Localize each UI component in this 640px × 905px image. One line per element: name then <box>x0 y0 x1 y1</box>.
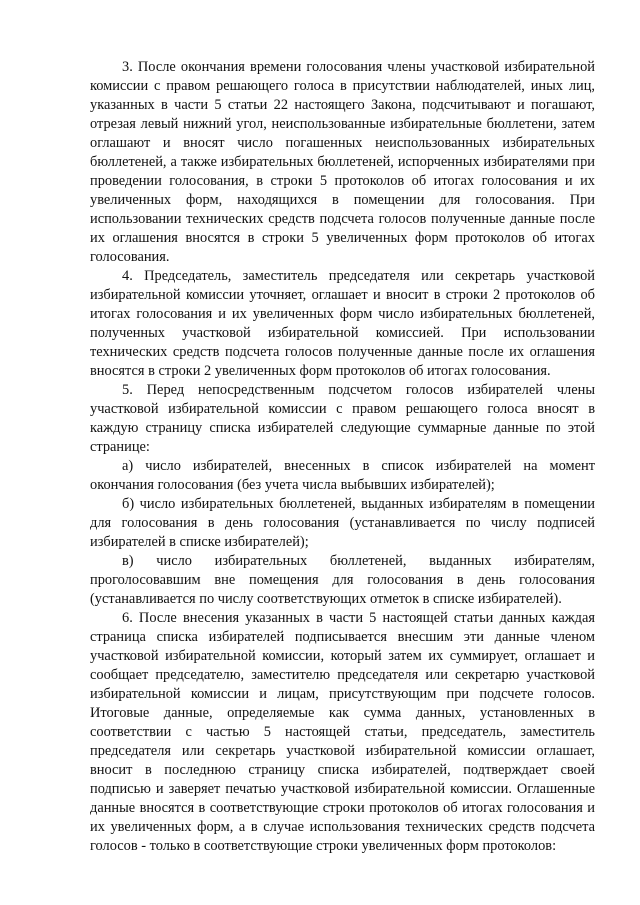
paragraph-5-item-v: в) число избирательных бюллетеней, выданных избирателям, проголосовавшим вне помещения для голосования в день голосования (устанавливается по числу соответствующих отметок в списке избирателей). <box>90 553 595 607</box>
paragraph-5: 5. Перед непосредственным подсчетом голосов избирателей члены участковой избирательной комиссии с правом решающего голоса вносят в каждую страницу списка избирателей следующие суммарные данные по этой странице: <box>90 382 595 455</box>
paragraph-5-item-a: а) число избирателей, внесенных в список избирателей на момент окончания голосования (без учета числа выбывших избирателей); <box>90 458 595 493</box>
paragraph-4: 4. Председатель, заместитель председателя или секретарь участковой избирательной комиссии уточняет, оглашает и вносит в строки 2 протоколов об итогах голосования и их увеличенных форм число избирательных бюллетеней, полученных участковой избирательной комиссией. При использовании технических средств подсчета голосов полученные данные после их оглашения вносятся в строки 2 увеличенных форм протоколов об итогах голосования. <box>90 268 595 379</box>
paragraph-6: 6. После внесения указанных в части 5 настоящей статьи данных каждая страница списка избирателей подписывается внесшим эти данные членом участковой избирательной комиссии, который затем их суммирует, оглашает и сообщает председателю, заместителю председателя или секретарю участковой избирательной комиссии и лицам, присутствующим при подсчете голосов. Итоговые данные, определяемые как сумма данных, установленных в соответствии с частью 5 настоящей статьи, председатель, заместитель председателя или секретарь участковой избирательной комиссии оглашает, вносит в последнюю страницу списка избирателей, подтверждает своей подписью и заверяет печатью участковой избирательной комиссии. Оглашенные данные вносятся в соответствующие строки протоколов об итогах голосования и их увеличенных форм, а в случае использования технических средств подсчета голосов - только в соответствующие строки увеличенных форм протоколов: <box>90 610 595 854</box>
paragraph-5-item-b: б) число избирательных бюллетеней, выданных избирателям в помещении для голосования в день голосования (устанавливается по числу подписей избирателей в списке избирателей); <box>90 496 595 550</box>
document-body <box>90 58 595 856</box>
paragraph-3: 3. После окончания времени голосования члены участковой избирательной комиссии с правом решающего голоса в присутствии наблюдателей, иных лиц, указанных в части 5 статьи 22 настоящего Закона, подсчитывают и погашают, отрезая левый нижний угол, неиспользованные избирательные бюллетени, затем оглашают и вносят число погашенных неиспользованных избирательных бюллетеней, а также избирательных бюллетеней, испорченных избирателями при проведении голосования, в строки 5 протоколов об итогах голосования и их увеличенных форм, находящихся в помещении для голосования. При использовании технических средств подсчета голосов полученные данные после их оглашения вносятся в строки 5 увеличенных форм протоколов об итогах голосования. <box>90 59 595 265</box>
